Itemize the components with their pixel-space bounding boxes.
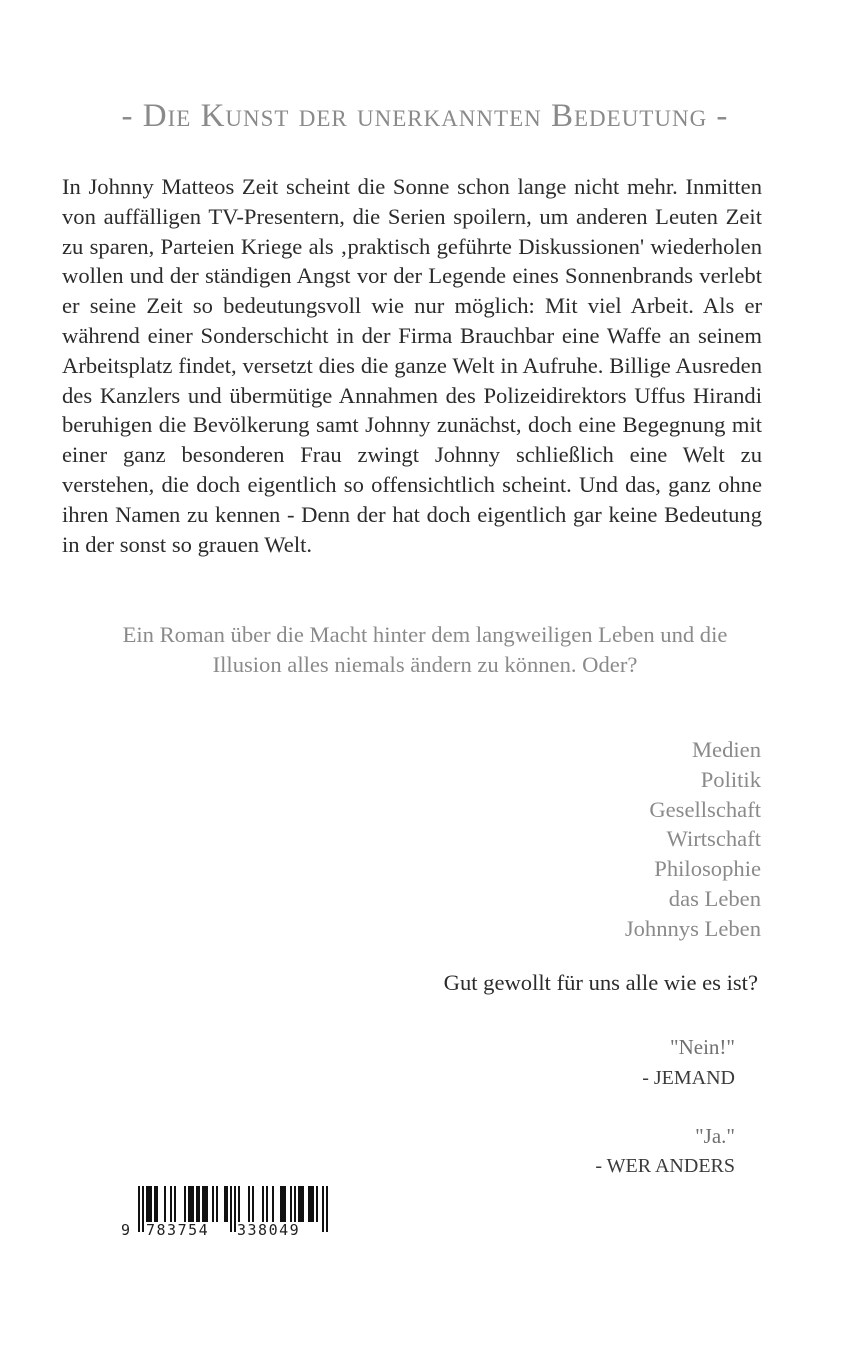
keyword-item: das Leben bbox=[668, 885, 761, 911]
barcode-bar bbox=[252, 1186, 254, 1222]
barcode-bar bbox=[226, 1186, 228, 1222]
barcode-left-digits: 783754 bbox=[146, 1221, 210, 1239]
quote-text: "Ja." bbox=[695, 1124, 735, 1148]
barcode-bar bbox=[280, 1186, 282, 1222]
barcode-bar bbox=[184, 1186, 186, 1222]
barcode-bar bbox=[212, 1186, 214, 1222]
barcode-bar bbox=[188, 1186, 190, 1222]
barcode-bar bbox=[164, 1186, 166, 1222]
quote-text: "Nein!" bbox=[670, 1035, 735, 1059]
quote-author: - WER ANDERS bbox=[595, 1155, 735, 1177]
barcode-bar bbox=[196, 1186, 198, 1222]
barcode-bar bbox=[262, 1186, 264, 1222]
barcode-bar bbox=[300, 1186, 302, 1222]
barcode-bar bbox=[238, 1186, 240, 1222]
barcode-bar bbox=[312, 1186, 314, 1222]
keyword-item: Philosophie bbox=[654, 856, 761, 882]
back-cover-title: - Die Kunst der unerkannten Bedeutung - bbox=[121, 98, 729, 134]
tagline-line-1: Ein Roman über die Macht hinter dem langweiligen Leben und die bbox=[122, 622, 728, 647]
keyword-item: Wirtschaft bbox=[666, 826, 761, 852]
blurb-text: In Johnny Matteos Zeit scheint die Sonne schon lange nicht mehr. Inmitten von auffälligen TV-Presentern, die Serien spoilern, um anderen Leuten Zeit zu sparen, Parteien Kriege als ‚praktisch geführte Diskussionen' wiederholen wollen und der ständigen Angst vor der Legende eines Sonnenbrands verlebt er seine Zeit so bedeutungsvoll wie nur möglich: Mit viel Arbeit. Als er während einer Sonderschicht in der Firma Brauchbar eine Waffe an seinem Arbeitsplatz findet, versetzt dies die ganze Welt in Aufruhe. Billige Ausreden des Kanzlers und übermütige Annahmen des Polizeidirektors Uffus Hirandi beruhigen die Bevölkerung samt Johnny zunächst, doch eine Begegnung mit einer ganz besonderen Frau zwingt Johnny schließlich eine Welt zu verstehen, die doch eigentlich so offensichtlich scheint. Und das, ganz ohne ihren Namen zu kennen - Denn der hat doch eigentlich gar keine Bedeutung in der sonst so grauen Welt. bbox=[62, 174, 762, 557]
barcode-bar bbox=[272, 1186, 274, 1222]
barcode-bar bbox=[248, 1186, 250, 1222]
quote-author: - JEMAND bbox=[642, 1067, 735, 1089]
barcode-bar bbox=[302, 1186, 304, 1222]
keyword-item: Johnnys Leben bbox=[624, 915, 761, 941]
keyword-item: Medien bbox=[691, 737, 761, 762]
barcode-bar bbox=[310, 1186, 312, 1222]
barcode-bar bbox=[224, 1186, 226, 1222]
barcode-bar bbox=[154, 1186, 156, 1222]
barcode-bar bbox=[142, 1186, 144, 1232]
barcode-bar bbox=[294, 1186, 296, 1222]
barcode-bar bbox=[298, 1186, 300, 1222]
barcode-bar bbox=[204, 1186, 206, 1222]
barcode-bar bbox=[148, 1186, 150, 1222]
barcode-bar bbox=[174, 1186, 176, 1222]
tagline-line-2: Illusion alles niemals ändern zu können. Oder? bbox=[212, 651, 638, 677]
barcode-bar bbox=[322, 1186, 324, 1232]
barcode-bar bbox=[290, 1186, 292, 1222]
barcode-bar bbox=[202, 1186, 204, 1222]
barcode-right-digits: 338049 bbox=[237, 1221, 301, 1239]
barcode-bar bbox=[308, 1186, 310, 1222]
barcode-bar bbox=[284, 1186, 286, 1222]
barcode-bar bbox=[156, 1186, 158, 1222]
barcode-first-digit: 9 bbox=[121, 1221, 132, 1239]
barcode-bar bbox=[216, 1186, 218, 1222]
barcode-bar bbox=[206, 1186, 208, 1222]
barcode-bar bbox=[316, 1186, 318, 1222]
tagline bbox=[0, 620, 850, 680]
barcode-bar bbox=[230, 1186, 232, 1232]
keyword-list bbox=[625, 735, 761, 944]
barcode-bar bbox=[150, 1186, 152, 1222]
barcode-bar bbox=[138, 1186, 140, 1232]
keyword-item: Politik bbox=[700, 766, 761, 792]
closing-question: Gut gewollt für uns alle wie es ist? bbox=[443, 970, 758, 995]
barcode-bar bbox=[192, 1186, 194, 1222]
barcode-bar bbox=[170, 1186, 172, 1222]
barcode-bar bbox=[198, 1186, 200, 1222]
keyword-item: Gesellschaft bbox=[649, 796, 761, 822]
barcode-bar bbox=[146, 1186, 148, 1222]
barcode-bar bbox=[326, 1186, 328, 1232]
barcode-bar bbox=[190, 1186, 192, 1222]
barcode-bar bbox=[282, 1186, 284, 1222]
barcode-bar bbox=[266, 1186, 268, 1222]
barcode-bar bbox=[234, 1186, 236, 1232]
